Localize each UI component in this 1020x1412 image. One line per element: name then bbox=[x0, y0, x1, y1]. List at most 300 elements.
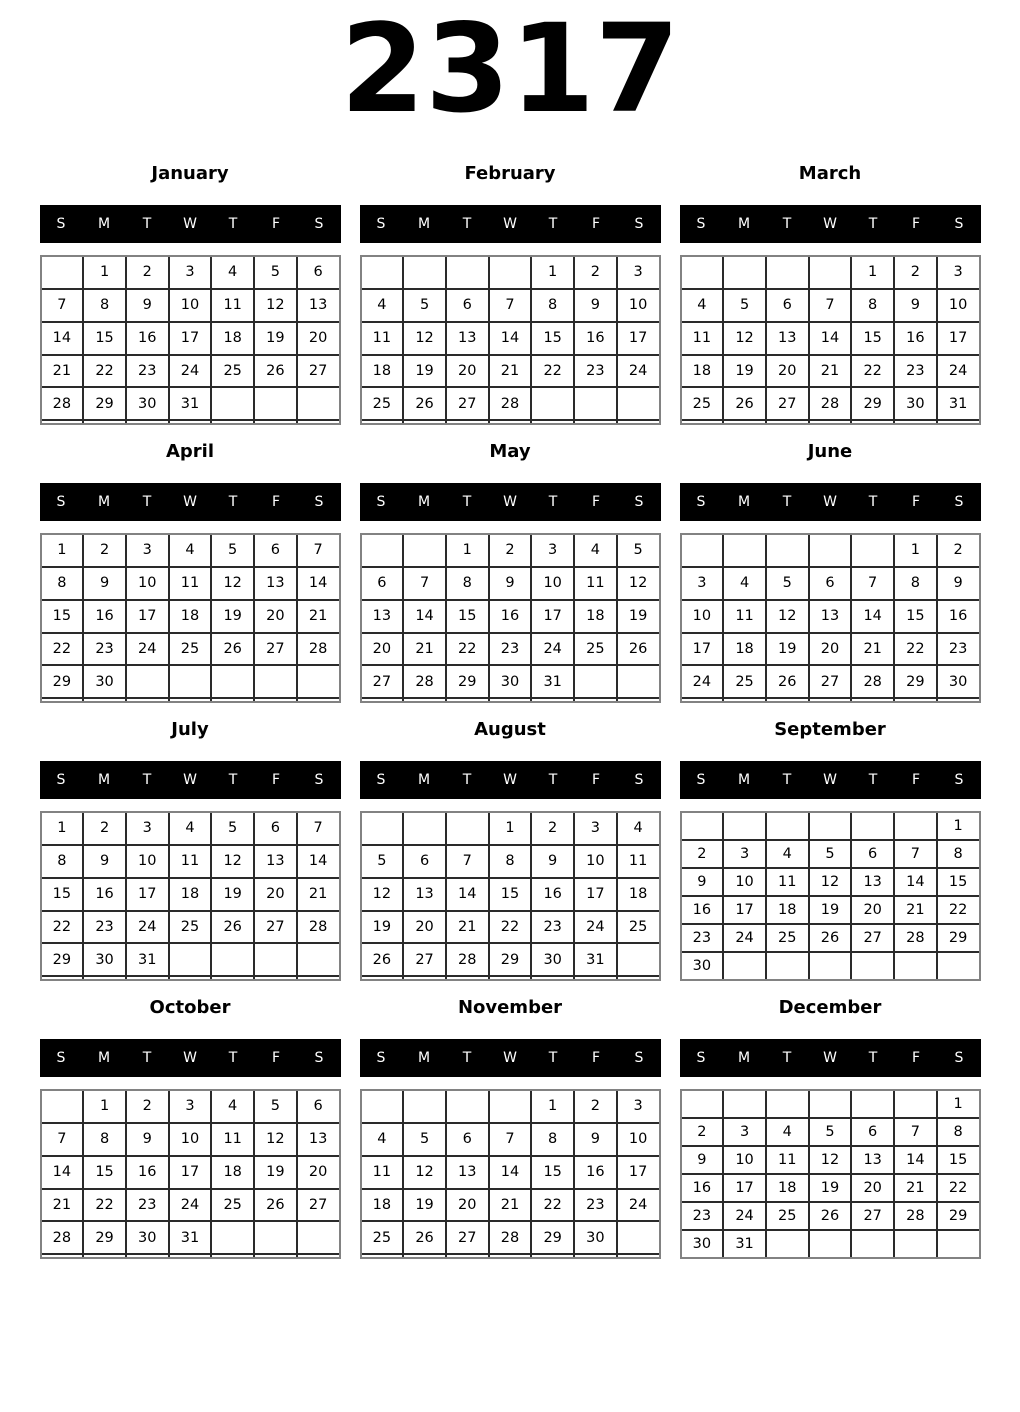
day-cell-empty bbox=[937, 698, 980, 702]
day-cell-empty bbox=[894, 1090, 937, 1118]
day-cell: 18 bbox=[361, 355, 404, 388]
day-cell: 18 bbox=[574, 600, 617, 633]
day-cell: 5 bbox=[254, 256, 297, 289]
month-table-frame bbox=[40, 811, 341, 981]
day-cell: 16 bbox=[574, 1156, 617, 1189]
day-cell-empty bbox=[894, 952, 937, 980]
day-cell: 6 bbox=[809, 567, 852, 600]
day-cell: 15 bbox=[83, 1156, 126, 1189]
month-title: April bbox=[165, 441, 215, 462]
weekday-label: M bbox=[97, 1050, 111, 1066]
day-cell: 23 bbox=[894, 355, 937, 388]
day-cell: 14 bbox=[489, 322, 532, 355]
day-cell: 24 bbox=[169, 1189, 212, 1222]
day-cell: 3 bbox=[169, 256, 212, 289]
day-cell: 13 bbox=[446, 1156, 489, 1189]
weekday-label: S bbox=[696, 494, 706, 510]
day-cell-empty bbox=[723, 420, 766, 424]
weekday-label: S bbox=[954, 494, 964, 510]
week-row bbox=[681, 840, 980, 868]
day-cell: 23 bbox=[83, 633, 126, 666]
day-cell: 20 bbox=[254, 878, 297, 911]
day-cell: 4 bbox=[361, 289, 404, 322]
day-cell: 3 bbox=[126, 812, 169, 845]
day-cell: 22 bbox=[41, 911, 84, 944]
weekday-label: F bbox=[271, 494, 281, 510]
day-cell: 2 bbox=[531, 812, 574, 845]
day-cell: 11 bbox=[766, 1146, 809, 1174]
day-cell: 25 bbox=[169, 911, 212, 944]
day-cell: 12 bbox=[403, 322, 446, 355]
month-table bbox=[360, 811, 661, 981]
day-cell-empty bbox=[617, 698, 660, 702]
week-row bbox=[361, 567, 660, 600]
day-cell: 9 bbox=[574, 1123, 617, 1156]
day-cell: 16 bbox=[681, 1174, 724, 1202]
day-cell: 25 bbox=[361, 387, 404, 420]
day-cell: 6 bbox=[297, 256, 340, 289]
day-cell: 16 bbox=[126, 322, 169, 355]
weekday-label: T bbox=[782, 1050, 792, 1066]
weekday-label: W bbox=[183, 1050, 197, 1066]
day-cell: 2 bbox=[574, 1090, 617, 1123]
calendar-grid bbox=[0, 150, 1020, 1262]
weekday-header-row bbox=[680, 1039, 981, 1077]
day-cell-empty bbox=[489, 256, 532, 289]
month-title: February bbox=[464, 163, 556, 184]
week-row bbox=[41, 633, 340, 666]
day-cell: 19 bbox=[403, 355, 446, 388]
day-cell-empty bbox=[169, 943, 212, 976]
day-cell-empty bbox=[894, 1230, 937, 1258]
day-cell: 17 bbox=[617, 1156, 660, 1189]
weekday-label: F bbox=[271, 216, 281, 232]
month-table bbox=[680, 811, 981, 981]
weekday-label: T bbox=[548, 216, 558, 232]
day-cell: 5 bbox=[809, 840, 852, 868]
day-cell: 7 bbox=[41, 1123, 84, 1156]
weekday-label: T bbox=[228, 216, 238, 232]
day-cell-empty bbox=[83, 1254, 126, 1258]
month-september bbox=[680, 706, 981, 984]
weekday-label: F bbox=[591, 494, 601, 510]
day-cell: 24 bbox=[126, 911, 169, 944]
day-cell: 14 bbox=[446, 878, 489, 911]
day-cell-empty bbox=[681, 698, 724, 702]
day-cell: 11 bbox=[361, 322, 404, 355]
day-cell: 10 bbox=[126, 845, 169, 878]
weekday-label: T bbox=[548, 1050, 558, 1066]
month-october bbox=[40, 984, 341, 1262]
day-cell: 26 bbox=[254, 355, 297, 388]
weekday-label: S bbox=[696, 772, 706, 788]
week-row bbox=[681, 896, 980, 924]
day-cell: 14 bbox=[894, 868, 937, 896]
weekday-label: S bbox=[696, 216, 706, 232]
day-cell: 11 bbox=[169, 567, 212, 600]
weekday-label: S bbox=[56, 216, 66, 232]
day-cell: 12 bbox=[254, 1123, 297, 1156]
day-cell: 8 bbox=[937, 1118, 980, 1146]
month-table-frame bbox=[680, 811, 981, 981]
week-row bbox=[681, 698, 980, 702]
day-cell-empty bbox=[403, 698, 446, 702]
weekday-header-row bbox=[680, 761, 981, 799]
day-cell: 6 bbox=[446, 1123, 489, 1156]
day-cell: 26 bbox=[723, 387, 766, 420]
day-cell: 3 bbox=[723, 840, 766, 868]
day-cell: 23 bbox=[681, 924, 724, 952]
day-cell-empty bbox=[809, 1090, 852, 1118]
day-cell: 27 bbox=[403, 943, 446, 976]
week-row bbox=[681, 322, 980, 355]
weekday-label: F bbox=[591, 216, 601, 232]
week-row bbox=[361, 322, 660, 355]
day-cell-empty bbox=[361, 534, 404, 567]
day-cell-empty bbox=[681, 420, 724, 424]
weekday-label: T bbox=[142, 772, 152, 788]
day-cell: 11 bbox=[361, 1156, 404, 1189]
day-cell: 15 bbox=[41, 878, 84, 911]
weekday-label: T bbox=[548, 494, 558, 510]
weekday-label: F bbox=[591, 1050, 601, 1066]
weekday-label: S bbox=[314, 1050, 324, 1066]
day-cell: 23 bbox=[937, 633, 980, 666]
day-cell: 30 bbox=[681, 1230, 724, 1258]
day-cell-empty bbox=[297, 1254, 340, 1258]
day-cell-empty bbox=[254, 976, 297, 980]
day-cell-empty bbox=[766, 698, 809, 702]
day-cell: 13 bbox=[851, 868, 894, 896]
day-cell: 28 bbox=[894, 1202, 937, 1230]
day-cell: 9 bbox=[83, 845, 126, 878]
day-cell: 6 bbox=[361, 567, 404, 600]
day-cell-empty bbox=[617, 665, 660, 698]
day-cell-empty bbox=[617, 1254, 660, 1258]
day-cell-empty bbox=[254, 420, 297, 424]
day-cell: 24 bbox=[169, 355, 212, 388]
day-cell: 14 bbox=[41, 322, 84, 355]
day-cell: 9 bbox=[489, 567, 532, 600]
week-row bbox=[41, 812, 340, 845]
day-cell: 12 bbox=[766, 600, 809, 633]
week-row bbox=[41, 1189, 340, 1222]
weekday-header-row bbox=[680, 205, 981, 243]
day-cell: 9 bbox=[894, 289, 937, 322]
day-cell: 19 bbox=[211, 600, 254, 633]
weekday-label: W bbox=[503, 216, 517, 232]
week-row bbox=[681, 387, 980, 420]
day-cell: 18 bbox=[169, 600, 212, 633]
day-cell-empty bbox=[851, 1230, 894, 1258]
day-cell-empty bbox=[894, 812, 937, 840]
day-cell: 18 bbox=[723, 633, 766, 666]
day-cell: 13 bbox=[851, 1146, 894, 1174]
day-cell: 11 bbox=[211, 1123, 254, 1156]
day-cell: 27 bbox=[297, 355, 340, 388]
week-row bbox=[681, 289, 980, 322]
day-cell: 6 bbox=[297, 1090, 340, 1123]
weekday-label: T bbox=[228, 494, 238, 510]
weekday-label: S bbox=[314, 772, 324, 788]
day-cell: 25 bbox=[361, 1221, 404, 1254]
week-row bbox=[361, 845, 660, 878]
day-cell: 23 bbox=[126, 355, 169, 388]
day-cell: 31 bbox=[169, 387, 212, 420]
day-cell-empty bbox=[297, 387, 340, 420]
day-cell: 22 bbox=[531, 1189, 574, 1222]
day-cell: 19 bbox=[361, 911, 404, 944]
day-cell: 9 bbox=[574, 289, 617, 322]
day-cell: 19 bbox=[766, 633, 809, 666]
month-table-frame bbox=[680, 533, 981, 703]
day-cell: 21 bbox=[851, 633, 894, 666]
day-cell-empty bbox=[766, 812, 809, 840]
day-cell: 26 bbox=[211, 633, 254, 666]
week-row bbox=[681, 1202, 980, 1230]
day-cell-empty bbox=[403, 1090, 446, 1123]
week-row bbox=[41, 665, 340, 698]
day-cell: 3 bbox=[617, 256, 660, 289]
day-cell: 13 bbox=[297, 1123, 340, 1156]
day-cell: 22 bbox=[446, 633, 489, 666]
day-cell-empty bbox=[83, 420, 126, 424]
day-cell: 11 bbox=[617, 845, 660, 878]
day-cell: 14 bbox=[851, 600, 894, 633]
day-cell: 4 bbox=[766, 1118, 809, 1146]
day-cell-empty bbox=[531, 420, 574, 424]
day-cell: 27 bbox=[851, 1202, 894, 1230]
day-cell: 27 bbox=[809, 665, 852, 698]
day-cell: 7 bbox=[809, 289, 852, 322]
day-cell: 10 bbox=[531, 567, 574, 600]
day-cell: 7 bbox=[489, 289, 532, 322]
day-cell: 21 bbox=[41, 355, 84, 388]
day-cell: 28 bbox=[489, 387, 532, 420]
day-cell: 2 bbox=[937, 534, 980, 567]
month-table bbox=[680, 255, 981, 425]
day-cell: 10 bbox=[723, 1146, 766, 1174]
month-table-frame bbox=[680, 1089, 981, 1259]
day-cell-empty bbox=[574, 1254, 617, 1258]
day-cell: 9 bbox=[681, 1146, 724, 1174]
weekday-label: M bbox=[737, 772, 751, 788]
month-april bbox=[40, 428, 341, 706]
day-cell-empty bbox=[41, 976, 84, 980]
weekday-label: M bbox=[417, 494, 431, 510]
day-cell-empty bbox=[41, 1090, 84, 1123]
week-row bbox=[361, 911, 660, 944]
day-cell-empty bbox=[617, 387, 660, 420]
week-row bbox=[41, 943, 340, 976]
day-cell: 30 bbox=[83, 665, 126, 698]
day-cell: 29 bbox=[41, 943, 84, 976]
day-cell: 20 bbox=[403, 911, 446, 944]
weekday-label: T bbox=[462, 494, 472, 510]
day-cell: 1 bbox=[489, 812, 532, 845]
day-cell: 23 bbox=[126, 1189, 169, 1222]
day-cell: 12 bbox=[723, 322, 766, 355]
month-title: June bbox=[807, 441, 853, 462]
day-cell: 2 bbox=[574, 256, 617, 289]
month-table bbox=[40, 255, 341, 425]
day-cell: 27 bbox=[446, 387, 489, 420]
day-cell: 1 bbox=[531, 256, 574, 289]
week-row bbox=[41, 567, 340, 600]
month-table bbox=[40, 533, 341, 703]
month-title: August bbox=[474, 719, 546, 740]
day-cell: 21 bbox=[297, 878, 340, 911]
week-row bbox=[361, 943, 660, 976]
day-cell: 28 bbox=[403, 665, 446, 698]
day-cell: 30 bbox=[681, 952, 724, 980]
weekday-label: T bbox=[782, 216, 792, 232]
day-cell: 17 bbox=[126, 878, 169, 911]
day-cell: 13 bbox=[297, 289, 340, 322]
day-cell: 3 bbox=[723, 1118, 766, 1146]
weekday-label: W bbox=[503, 1050, 517, 1066]
day-cell: 2 bbox=[83, 812, 126, 845]
weekday-label: S bbox=[954, 216, 964, 232]
day-cell: 24 bbox=[617, 355, 660, 388]
day-cell: 22 bbox=[489, 911, 532, 944]
day-cell-empty bbox=[766, 1090, 809, 1118]
day-cell: 4 bbox=[211, 256, 254, 289]
week-row bbox=[361, 665, 660, 698]
day-cell: 1 bbox=[851, 256, 894, 289]
week-row bbox=[681, 534, 980, 567]
month-table-frame bbox=[360, 811, 661, 981]
day-cell: 22 bbox=[531, 355, 574, 388]
month-title: September bbox=[774, 719, 886, 740]
day-cell: 24 bbox=[617, 1189, 660, 1222]
day-cell: 3 bbox=[617, 1090, 660, 1123]
weekday-label: S bbox=[696, 1050, 706, 1066]
day-cell: 15 bbox=[937, 868, 980, 896]
weekday-label: S bbox=[376, 494, 386, 510]
day-cell: 6 bbox=[254, 812, 297, 845]
week-row bbox=[681, 1090, 980, 1118]
day-cell-empty bbox=[894, 698, 937, 702]
weekday-label: W bbox=[183, 772, 197, 788]
week-row bbox=[681, 924, 980, 952]
day-cell: 28 bbox=[297, 633, 340, 666]
day-cell-empty bbox=[211, 1254, 254, 1258]
day-cell: 2 bbox=[126, 1090, 169, 1123]
day-cell-empty bbox=[446, 976, 489, 980]
week-row bbox=[41, 355, 340, 388]
day-cell: 8 bbox=[894, 567, 937, 600]
day-cell: 13 bbox=[809, 600, 852, 633]
day-cell: 14 bbox=[403, 600, 446, 633]
week-row bbox=[361, 600, 660, 633]
day-cell: 12 bbox=[403, 1156, 446, 1189]
day-cell: 20 bbox=[361, 633, 404, 666]
day-cell: 12 bbox=[211, 567, 254, 600]
day-cell: 22 bbox=[894, 633, 937, 666]
day-cell: 2 bbox=[126, 256, 169, 289]
day-cell-empty bbox=[169, 976, 212, 980]
day-cell-empty bbox=[531, 976, 574, 980]
day-cell: 22 bbox=[83, 1189, 126, 1222]
month-title: May bbox=[489, 441, 531, 462]
day-cell: 21 bbox=[41, 1189, 84, 1222]
day-cell: 9 bbox=[937, 567, 980, 600]
day-cell-empty bbox=[723, 812, 766, 840]
week-row bbox=[681, 952, 980, 980]
day-cell-empty bbox=[489, 976, 532, 980]
week-row bbox=[41, 600, 340, 633]
day-cell: 9 bbox=[681, 868, 724, 896]
weekday-label: T bbox=[782, 772, 792, 788]
week-row bbox=[361, 633, 660, 666]
week-row bbox=[361, 420, 660, 424]
day-cell: 20 bbox=[297, 322, 340, 355]
day-cell: 18 bbox=[211, 1156, 254, 1189]
weekday-label: S bbox=[634, 772, 644, 788]
week-row bbox=[41, 1123, 340, 1156]
day-cell-empty bbox=[403, 976, 446, 980]
weekday-label: F bbox=[911, 1050, 921, 1066]
week-row bbox=[41, 1156, 340, 1189]
day-cell: 1 bbox=[446, 534, 489, 567]
day-cell: 30 bbox=[894, 387, 937, 420]
week-row bbox=[361, 256, 660, 289]
month-title: December bbox=[778, 997, 882, 1018]
week-row bbox=[361, 698, 660, 702]
day-cell: 14 bbox=[297, 845, 340, 878]
week-row bbox=[41, 976, 340, 980]
day-cell: 15 bbox=[83, 322, 126, 355]
month-february bbox=[360, 150, 661, 428]
week-row bbox=[681, 1230, 980, 1258]
day-cell: 5 bbox=[723, 289, 766, 322]
day-cell: 28 bbox=[489, 1221, 532, 1254]
day-cell: 29 bbox=[83, 387, 126, 420]
day-cell-empty bbox=[809, 698, 852, 702]
week-row bbox=[361, 878, 660, 911]
day-cell: 19 bbox=[617, 600, 660, 633]
day-cell-empty bbox=[41, 1254, 84, 1258]
day-cell: 1 bbox=[41, 534, 84, 567]
day-cell-empty bbox=[297, 698, 340, 702]
weekday-label: T bbox=[142, 1050, 152, 1066]
day-cell: 15 bbox=[894, 600, 937, 633]
day-cell-empty bbox=[126, 698, 169, 702]
day-cell-empty bbox=[41, 698, 84, 702]
week-row bbox=[681, 567, 980, 600]
week-row bbox=[361, 534, 660, 567]
day-cell: 16 bbox=[681, 896, 724, 924]
weekday-label: S bbox=[376, 772, 386, 788]
month-january bbox=[40, 150, 341, 428]
week-row bbox=[361, 1156, 660, 1189]
day-cell: 22 bbox=[83, 355, 126, 388]
day-cell: 30 bbox=[531, 943, 574, 976]
day-cell-empty bbox=[681, 534, 724, 567]
day-cell: 5 bbox=[403, 1123, 446, 1156]
day-cell: 11 bbox=[681, 322, 724, 355]
day-cell-empty bbox=[574, 387, 617, 420]
month-table-frame bbox=[360, 1089, 661, 1259]
day-cell-empty bbox=[446, 812, 489, 845]
day-cell: 24 bbox=[937, 355, 980, 388]
day-cell-empty bbox=[361, 812, 404, 845]
day-cell: 16 bbox=[531, 878, 574, 911]
day-cell: 2 bbox=[681, 1118, 724, 1146]
weekday-label: S bbox=[634, 494, 644, 510]
day-cell: 21 bbox=[894, 896, 937, 924]
